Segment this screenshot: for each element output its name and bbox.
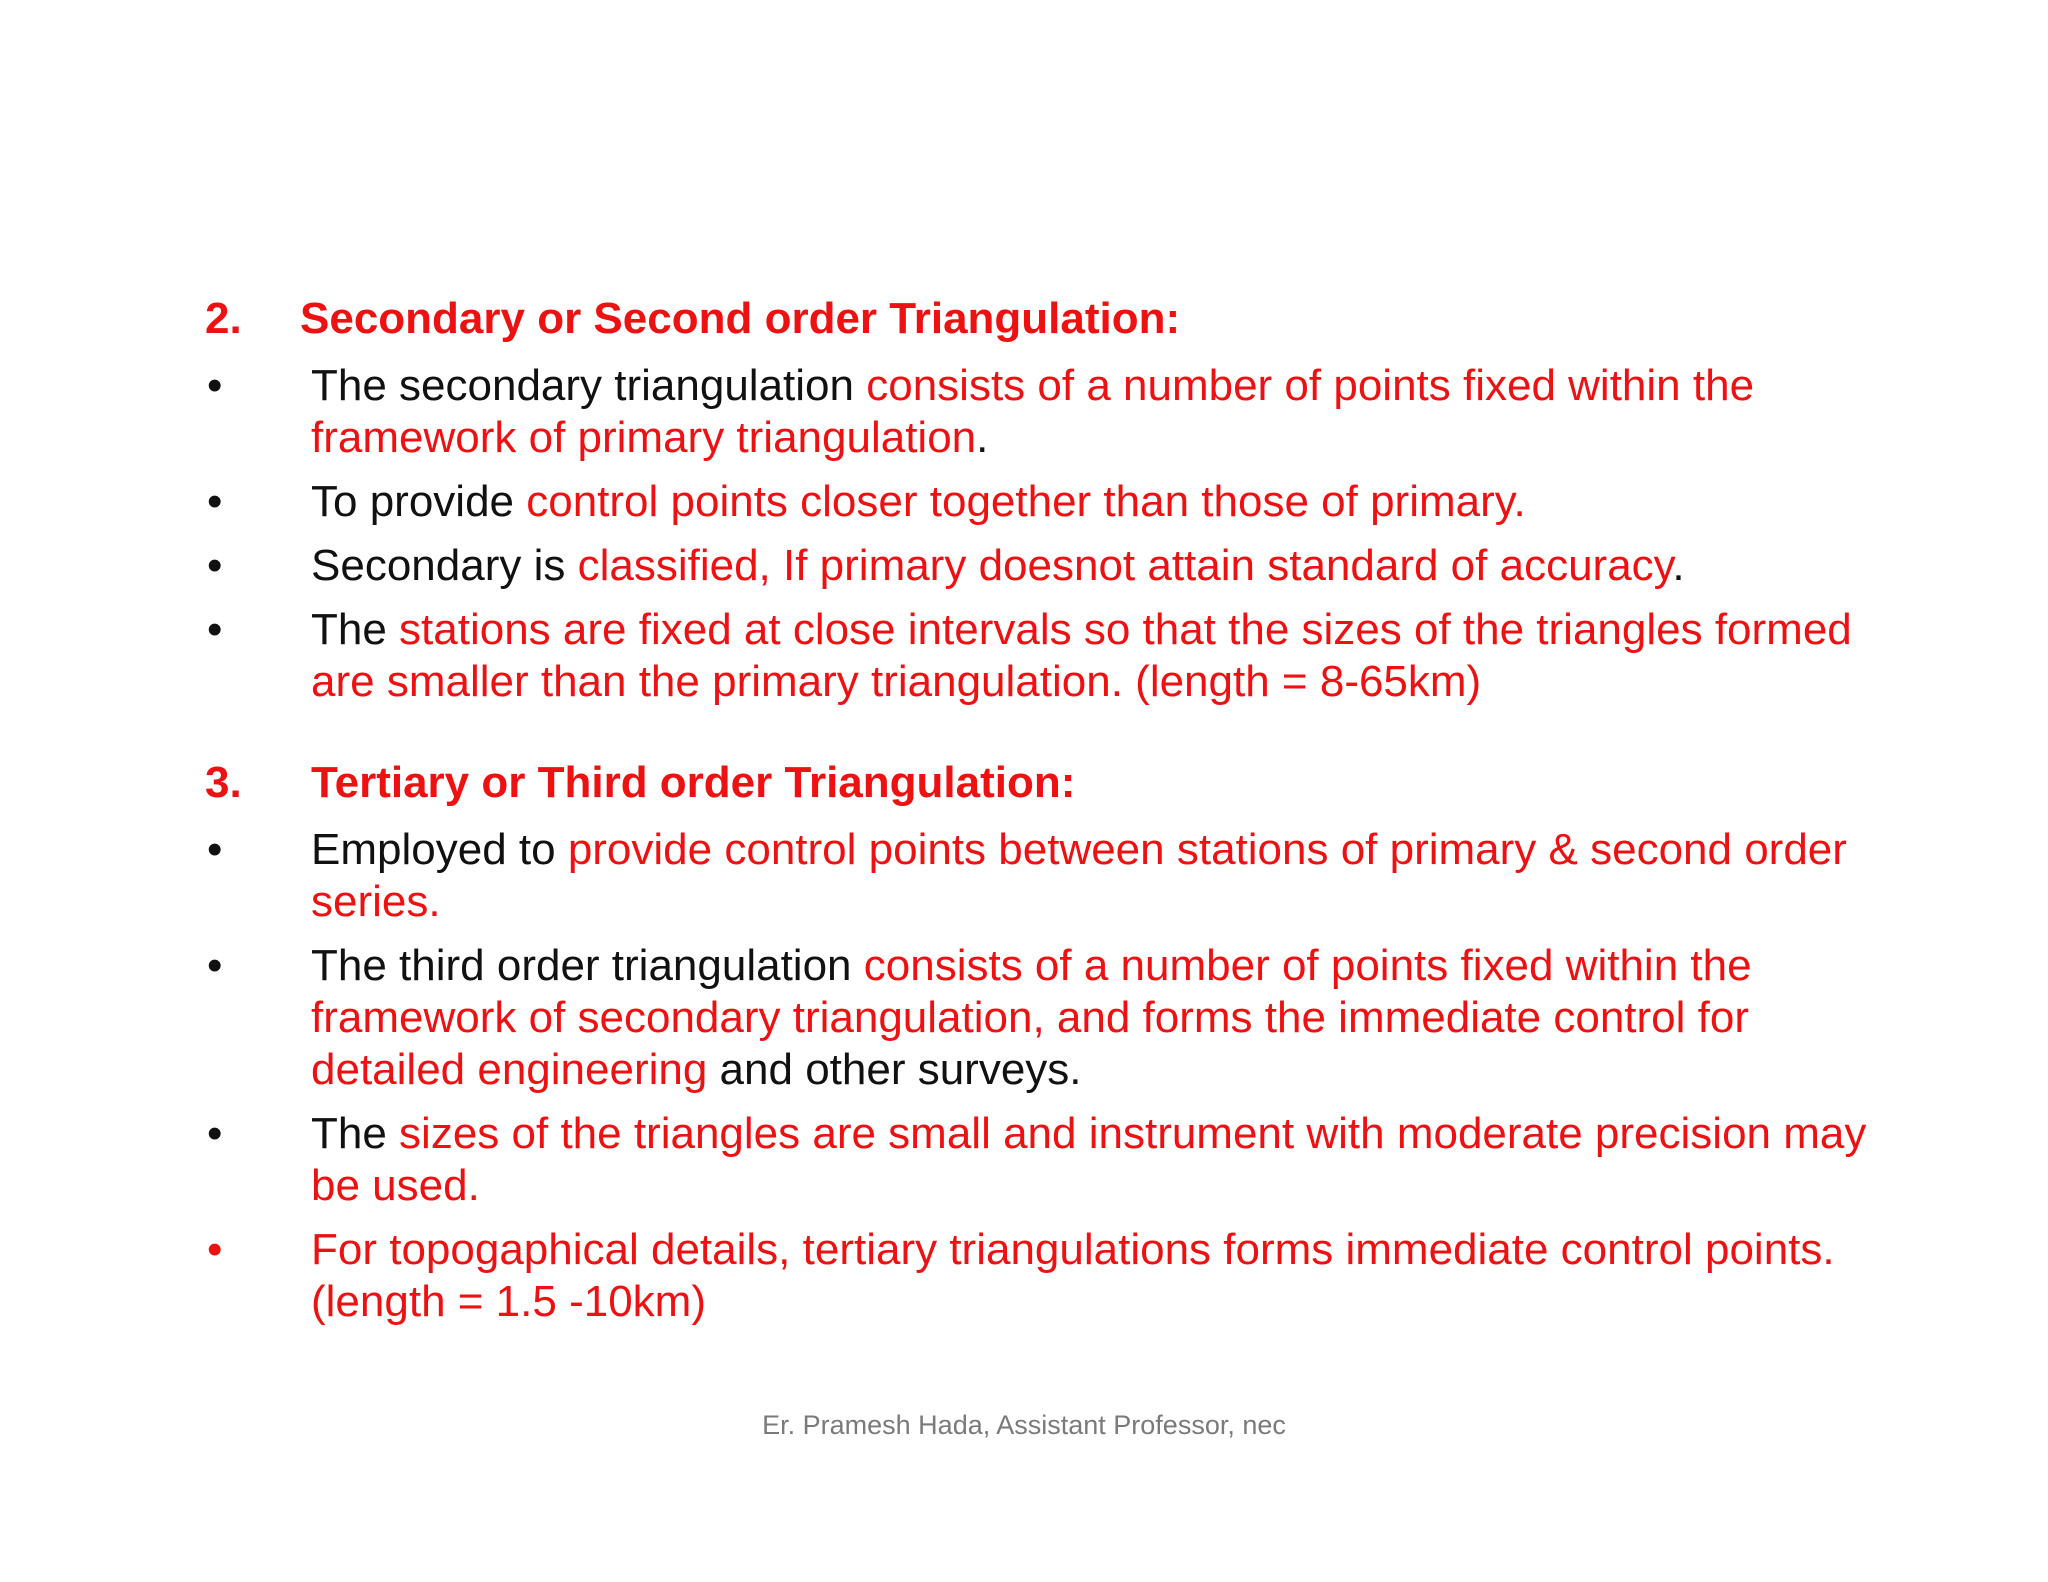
section-tertiary-triangulation xyxy=(205,754,1905,1328)
section-heading xyxy=(205,290,1905,348)
slide-footer: Er. Pramesh Hada, Assistant Professor, nec xyxy=(762,1410,1286,1440)
bullet-text-highlight: classified, If primary doesnot attain standard of accuracy xyxy=(577,541,1673,590)
bullet-item xyxy=(205,476,1905,528)
bullet-text-plain: To provide xyxy=(311,477,527,526)
section-heading xyxy=(205,754,1905,812)
bullet-item xyxy=(205,360,1905,464)
bullet-marker: • xyxy=(207,477,223,526)
bullet-text-plain: . xyxy=(976,413,989,462)
bullet-item xyxy=(205,1108,1905,1212)
bullet-marker: • xyxy=(207,361,223,410)
bullet-marker: • xyxy=(207,605,223,654)
slide-content xyxy=(205,290,1905,1328)
bullet-text-highlight: consists of a number of points fixed within the framework of primary triangulation xyxy=(311,361,1755,462)
section-number: 2. xyxy=(205,294,242,343)
bullet-text-plain: and other surveys. xyxy=(707,1045,1082,1094)
section-title: Secondary or Second order Triangulation: xyxy=(300,294,1181,343)
bullet-text-plain: The secondary triangulation xyxy=(311,361,867,410)
bullet-text-highlight: consists of a number of points fixed within the framework of secondary triangulation, and forms the immediate control for detailed engineering xyxy=(311,941,1752,1094)
bullet-marker: • xyxy=(207,941,223,990)
bullet-text-plain: The xyxy=(311,605,400,654)
bullet-marker: • xyxy=(207,1109,223,1158)
bullet-text-plain: The third order triangulation xyxy=(311,941,864,990)
bullet-text-highlight: sizes of the triangles are small and instrument with moderate precision may be used. xyxy=(311,1109,1867,1210)
bullet-item xyxy=(205,940,1905,1096)
bullet-text-plain: Employed to xyxy=(311,825,568,874)
bullet-text-plain: . xyxy=(1672,541,1685,590)
bullet-item xyxy=(205,824,1905,928)
bullet-text-plain: Secondary is xyxy=(311,541,578,590)
bullet-text-highlight: stations are fixed at close intervals so that the sizes of the triangles formed are smaller than the primary triangulation. (length = 8-65km) xyxy=(311,605,1852,706)
bullet-item xyxy=(205,540,1905,592)
section-spacer xyxy=(205,708,1905,754)
bullet-text-plain: The xyxy=(311,1109,400,1158)
bullet-marker: • xyxy=(207,825,223,874)
section-secondary-triangulation xyxy=(205,290,1905,708)
section-title: Tertiary or Third order Triangulation: xyxy=(311,758,1076,807)
bullet-marker: • xyxy=(207,1225,223,1274)
section-number: 3. xyxy=(205,758,242,807)
bullet-item xyxy=(205,604,1905,708)
bullet-text-highlight: control points closer together than those of primary. xyxy=(526,477,1526,526)
bullet-text-highlight: provide control points between stations of primary & second order series. xyxy=(311,825,1847,926)
bullet-item xyxy=(205,1224,1905,1328)
bullet-marker: • xyxy=(207,541,223,590)
bullet-text-highlight: For topogaphical details, tertiary triangulations forms immediate control points. (length = 1.5 -10km) xyxy=(311,1225,1835,1326)
